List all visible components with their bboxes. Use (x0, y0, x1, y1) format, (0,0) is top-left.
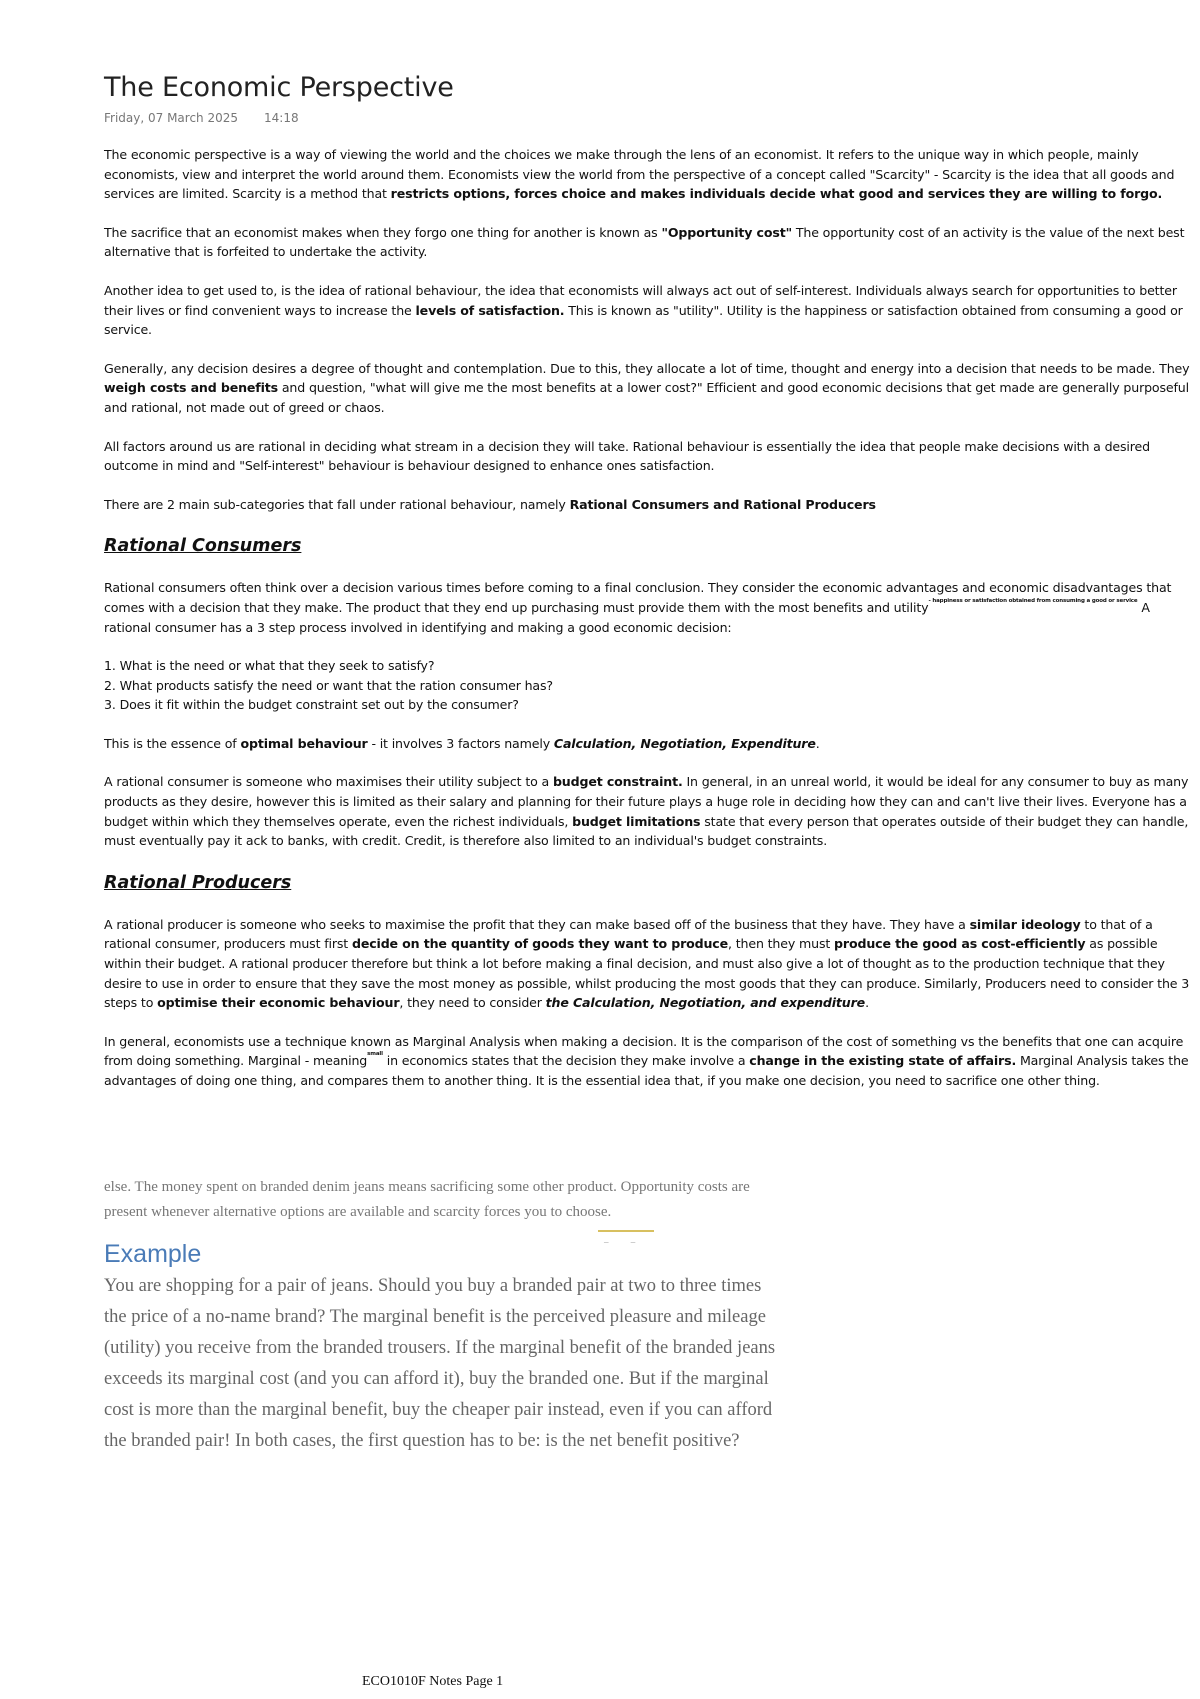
snippet-intro-text: else. The money spent on branded denim jeans means sacrificing some other product. Opportunity costs are present whenever alternative options are available and scarcity forces you to choose. (104, 1179, 750, 1220)
list-item: 3. Does it fit within the budget constraint set out by the consumer? (104, 697, 519, 713)
intro-paragraph-4: Generally, any decision desires a degree of thought and contemplation. Due to this, they allocate a lot of time, thought and energy into a decision that needs to be made. They weigh costs and benefits and question, "what will give me the most benefits at a lower cost?" Efficient and good economic decisions that get made are generally purposeful and rational, not made out of greed or chaos. (104, 360, 1190, 415)
intro-paragraph-6: There are 2 main sub-categories that fall under rational behaviour, namely Rational Consumers and Rational Producers (104, 496, 876, 512)
page-date: Friday, 07 March 2025 (104, 111, 239, 125)
producers-paragraph-2: In general, economists use a technique known as Marginal Analysis when making a decision. It is the comparison of the cost of something vs the benefits that one can acquire from doing something. Marginal - meaning$^{small}$ in economics states that the decision they make involve a change in the existing state of affairs. Marginal Analysis takes the advantages of doing one thing, and compares them to another thing. It is the essential idea that, if you make one decision, you need to sacrifice one other thing. (104, 1033, 1189, 1088)
list-item: 2. What products satisfy the need or want that the ration consumer has? (104, 677, 553, 693)
page-meta (104, 111, 1192, 125)
producers-paragraph-1: A rational producer is someone who seeks to maximise the profit that they can make based off of the business that they have. They have a similar ideology to that of a rational consumer, producers must first decide on the quantity of goods they want to produce, then they must produce the good as cost-efficiently as possible within their budget. A rational producer therefore but think a lot before making a final decision, and must also give a lot of thought as to the production technique that they desire to use in order to ensure that they save the most money as possible, whilst producing the most goods that they can produce. Similarly, Producers need to consider the 3 steps to optimise their economic behaviour, they need to consider the Calculation, Negotiation, and expenditure. (104, 916, 1190, 1011)
page-title: The Economic Perspective (104, 72, 454, 103)
consumer-steps-list (104, 656, 1192, 715)
example-title: Example (104, 1240, 202, 1268)
consumers-paragraph-3: A rational consumer is someone who maximises their utility subject to a budget constraint. In general, in an unreal world, it would be ideal for any consumer to buy as many products as they desire, however this is limited as their salary and planning for their future plays a huge role in deciding how they can and can't live their lives. Everyone has a budget within which they themselves operate, even the richest individuals, budget limitations state that every person that operates outside of their budget they can handle, must eventually pay it ack to banks, with credit. Credit, is therefore also limited to an individual's budget constraints. (104, 774, 1189, 849)
consumers-paragraph-2: This is the essence of optimal behaviour - it involves 3 factors namely Calculation, Negotiation, Expenditure. (104, 735, 820, 751)
intro-paragraph-5: All factors around us are rational in deciding what stream in a decision they will take. Rational behaviour is essentially the idea that people make decisions with a desired outcome in mind and "Self-interest" behaviour is behaviour designed to enhance ones satisfaction. (104, 438, 1150, 474)
textbook-snippet-image (104, 1175, 784, 1457)
snippet-highlight-line (598, 1230, 654, 1232)
marginal-footnote: small (367, 1051, 383, 1058)
example-body: You are shopping for a pair of jeans. Should you buy a branded pair at two to three times the price of a no-name brand? The marginal benefit is the perceived pleasure and mileage (utility) you receive from the branded trousers. If the marginal benefit of the branded jeans exceeds its marginal cost (and you can afford it), buy the branded one. But if the marginal cost is more than the marginal benefit, buy the cheaper pair instead, even if you can afford the branded pair! In both cases, the first question has to be: is the net benefit positive? (104, 1276, 776, 1451)
page-footer: ECO1010F Notes Page 1 (362, 1674, 504, 1689)
note-page (104, 72, 1192, 1091)
list-item: 1. What is the need or what that they seek to satisfy? (104, 658, 435, 674)
snippet-dashes: – – (604, 1237, 646, 1247)
intro-paragraph-3: Another idea to get used to, is the idea of rational behaviour, the idea that economists will always act out of self-interest. Individuals always search for opportunities to better their lives or find convenient ways to increase the levels of satisfaction. This is known as "utility". Utility is the happiness or satisfaction obtained from consuming a good or service. (104, 282, 1183, 338)
page-time: 14:18 (264, 111, 299, 125)
intro-paragraph-2: The sacrifice that an economist makes when they forgo one thing for another is known as "Opportunity cost" The opportunity cost of an activity is the value of the next best alternative that is forfeited to undertake the activity. (104, 224, 1185, 260)
utility-footnote: - happiness or satisfaction obtained from consuming a good or service (928, 597, 1138, 604)
consumers-paragraph-1: Rational consumers often think over a decision various times before coming to a final conclusion. They consider the economic advantages and economic disadvantages that comes with a decision that they make. The product that they end up purchasing must provide them with the most benefits and utility$^{- happiness or satisfaction obtained from consuming a good or service}$ A rational consumer has a 3 step process involved in identifying and making a good economic decision: (104, 580, 1172, 635)
rational-producers-heading: Rational Producers (104, 872, 292, 893)
intro-paragraph-1: The economic perspective is a way of viewing the world and the choices we make through the lens of an economist. It refers to the unique way in which people, mainly economists, view and interpret the world around them. Economists view the world from the perspective of a concept called "Scarcity" - Scarcity is the idea that all goods and services are limited. Scarcity is a method that restricts options, forces choice and makes individuals decide what good and services they are willing to forgo. (104, 147, 1175, 202)
rational-consumers-heading: Rational Consumers (104, 536, 302, 557)
